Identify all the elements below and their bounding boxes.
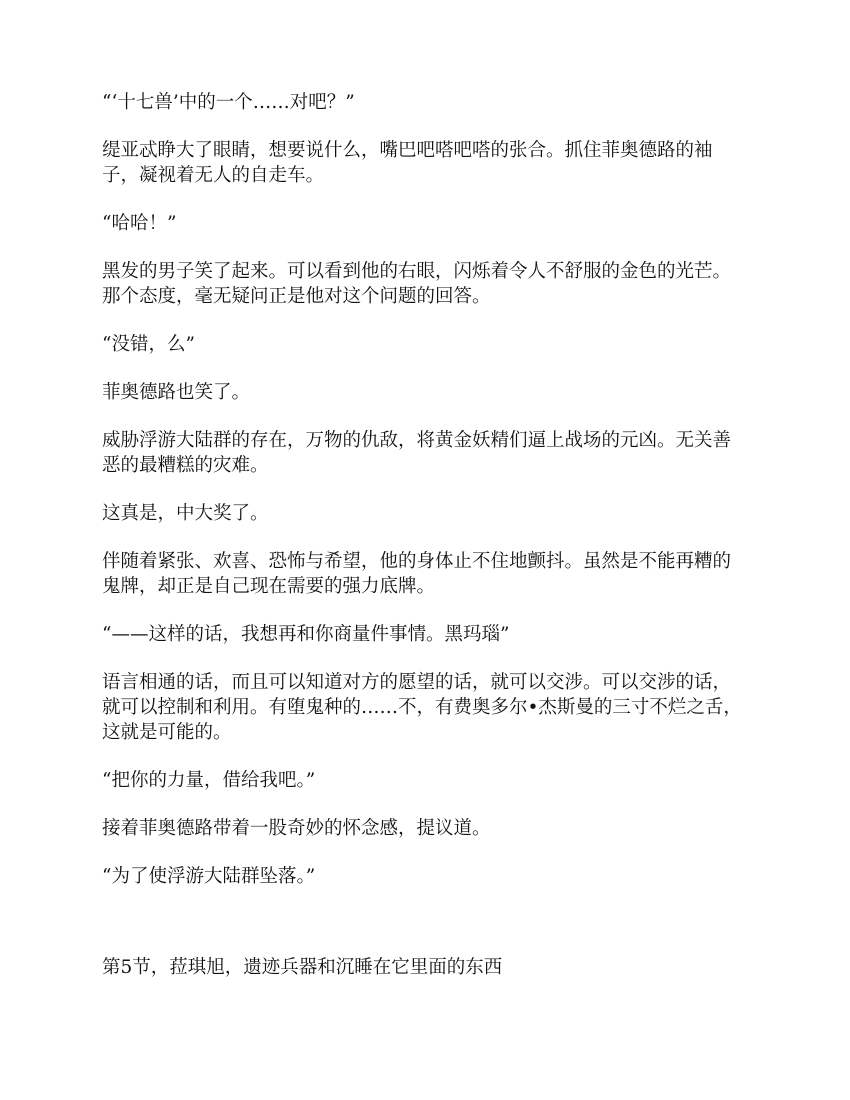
paragraph-4: 黑发的男子笑了起来。可以看到他的右眼，闪烁着令人不舒服的金色的光芒。那个态度，毫无疑问正是他对这个问题的回答。 [102, 261, 732, 307]
paragraph-1: “‘十七兽’中的一个……对吧？” [102, 92, 355, 113]
paragraph-5: “没错，么” [102, 334, 195, 355]
paragraph-12: “把你的力量，借给我吧。” [102, 770, 316, 791]
paragraph-8: 这真是，中大奖了。 [102, 503, 269, 524]
paragraph-11: 语言相通的话，而且可以知道对方的愿望的话，就可以交涉。可以交涉的话，就可以控制和利用。有堕鬼种的……不，有费奥多尔•杰斯曼的三寸不烂之舌，这就是可能的。 [102, 672, 742, 743]
paragraph-14: “为了使浮游大陆群坠落。” [102, 866, 316, 887]
paragraph-6: 菲奥德路也笑了。 [102, 382, 251, 403]
paragraph-3: “哈哈！” [102, 213, 177, 234]
section-heading: 第5节，菈琪旭，遗迹兵器和沉睡在它里面的东西 [102, 957, 503, 978]
paragraph-2: 缇亚忒睁大了眼睛，想要说什么，嘴巴吧嗒吧嗒的张合。抓住菲奥德路的袖子，凝视着无人的自走车。 [102, 140, 713, 186]
paragraph-10: “——这样的话，我想再和你商量件事情。黑玛瑙” [102, 624, 510, 645]
document-body [102, 90, 748, 1003]
paragraph-7: 威胁浮游大陆群的存在，万物的仇敌，将黄金妖精们逼上战场的元凶。无关善恶的最糟糕的灾难。 [102, 430, 732, 476]
paragraph-9: 伴随着紧张、欢喜、恐怖与希望，他的身体止不住地颤抖。虽然是不能再糟的鬼牌，却正是自己现在需要的强力底牌。 [102, 551, 732, 597]
paragraph-13: 接着菲奥德路带着一股奇妙的怀念感，提议道。 [102, 818, 491, 839]
